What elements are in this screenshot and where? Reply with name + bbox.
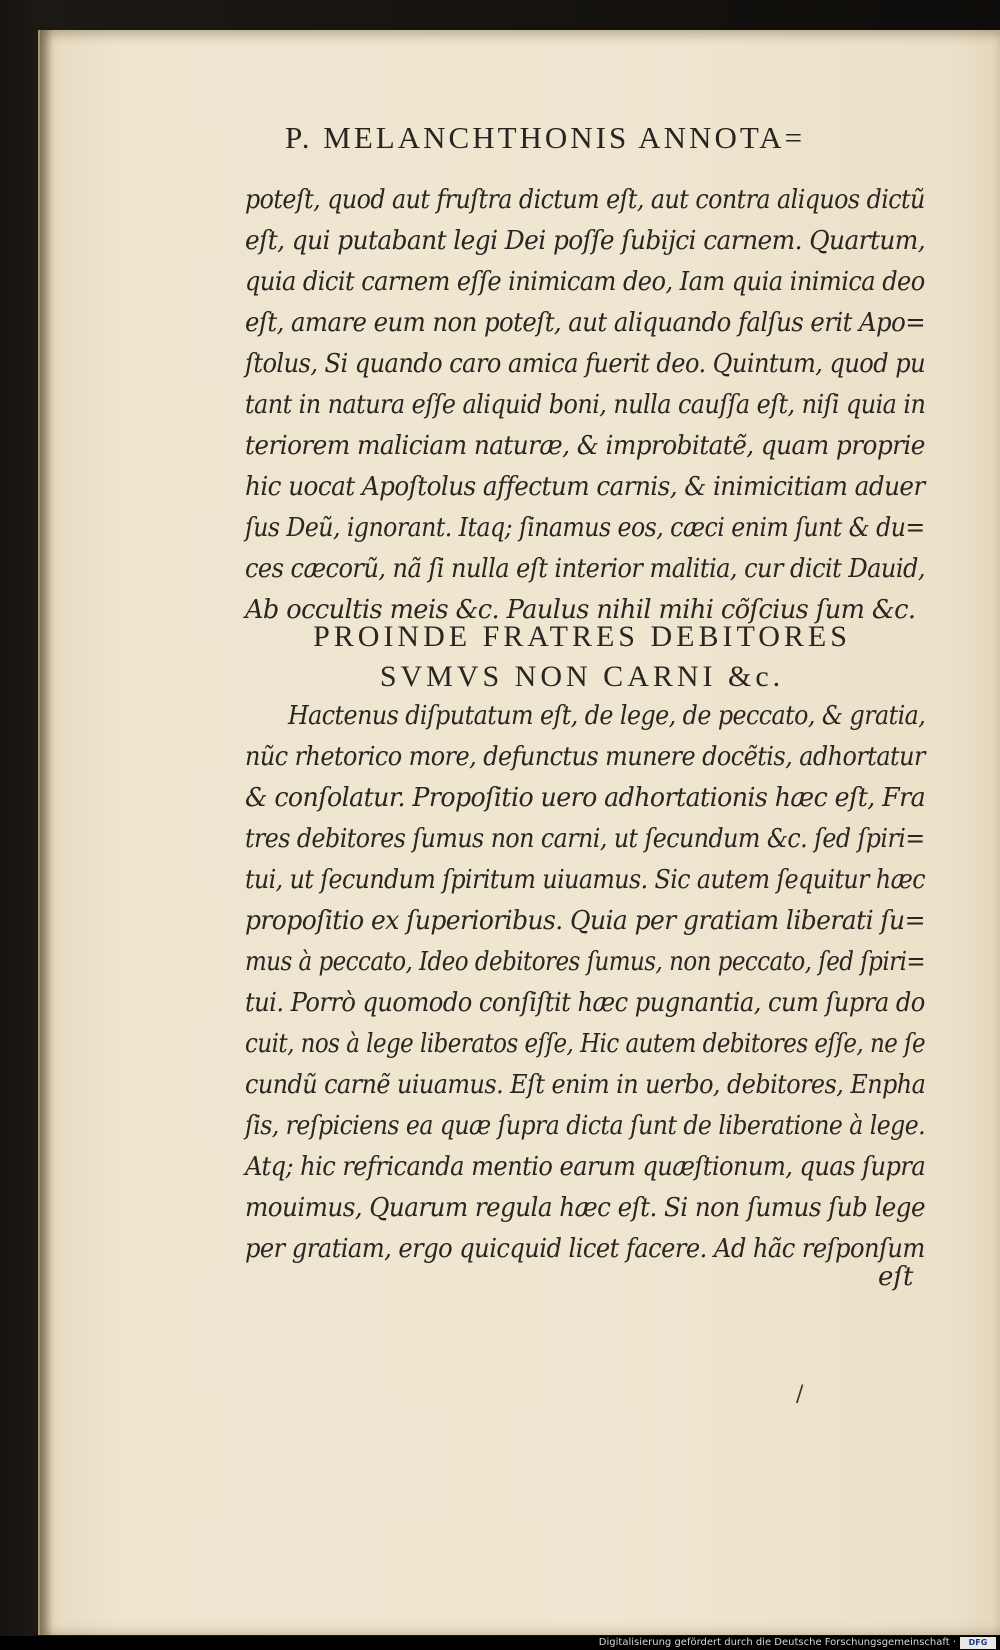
text-line: hic uocat Apoſtolus affectum carnis, & inimicitiam aduer [245, 472, 925, 502]
text-line: tui. Porrò quomodo conſiſtit hæc pugnantia, cum ſupra do [245, 988, 925, 1018]
text-line: ces cæcorũ, nã ſi nulla eſt interior malitia, cur dicit Dauid, [245, 554, 926, 584]
text-line: eſt, amare eum non poteſt, aut aliquando falſus erit Apo= [245, 308, 926, 338]
text-line: tant in natura eſſe aliquid boni, nulla cauſſa eſt, niſi quia in [245, 390, 926, 420]
heading-line: PROINDE FRATRES DEBITORES [313, 620, 851, 653]
text-line: Atq; hic refricanda mentio earum quæſtionum, quas ſupra [245, 1152, 926, 1182]
catchword: eſt [878, 1262, 914, 1292]
text-line: & conſolatur. Propoſitio uero adhortationis hæc eſt, Fra [245, 783, 926, 813]
margin-mark: / [796, 1382, 804, 1407]
text-line: cundũ carnẽ uiuamus. Eſt enim in uerbo, debitores, Enpha [245, 1070, 926, 1100]
text-line: propoſitio ex ſuperioribus. Quia per gratiam liberati ſu= [245, 906, 925, 936]
text-line: Hactenus diſputatum eſt, de lege, de peccato, & gratia, [288, 701, 926, 731]
text-line: mus à peccato, Ideo debitores ſumus, non peccato, ſed ſpiri= [245, 947, 926, 977]
text-line: tui, ut ſecundum ſpiritum uiuamus. Sic autem ſequitur hæc [245, 865, 925, 895]
text-line: quia dicit carnem eſſe inimicam deo, Iam quia inimica deo [245, 267, 925, 297]
footer-text: Digitalisierung gefördert durch die Deutsche Forschungsgemeinschaft · [598, 1637, 956, 1648]
text-line: cuit, nos à lege liberatos eſſe, Hic autem debitores eſſe, ne ſe [245, 1029, 926, 1059]
text-line: poteſt, quod aut fruſtra dictum eſt, aut contra aliquos dictũ [245, 185, 925, 215]
text-line: ſis, reſpiciens ea quæ ſupra dicta ſunt de liberatione à lege. [245, 1111, 926, 1141]
heading-line: SVMVS NON CARNI &c. [379, 660, 785, 693]
text-line: eſt, qui putabant legi Dei poſſe ſubijci carnem. Quartum, [245, 226, 926, 256]
text-line: nũc rhetorico more, defunctus munere docẽtis, adhortatur [245, 742, 925, 772]
running-head: P. MELANCHTHONIS ANNOTA= [285, 120, 806, 155]
text-line: Ab occultis meis &c. Paulus nihil mihi cõſcius ſum &c. [245, 595, 916, 625]
text-line: ſus Deũ, ignorant. Itaq; ſinamus eos, cæci enim ſunt & du= [245, 513, 925, 543]
text-line: per gratiam, ergo quicquid licet facere. Ad hãc reſponſum [245, 1234, 925, 1264]
text-line: tres debitores ſumus non carni, ut ſecundum &c. ſed ſpiri= [245, 824, 925, 854]
text-line: teriorem maliciam naturæ, & improbitatẽ, quam proprie [245, 431, 925, 461]
dfg-logo: DFG [960, 1637, 996, 1649]
text-line: ſtolus, Si quando caro amica fuerit deo. Quintum, quod pu [245, 349, 926, 379]
text-line: mouimus, Quarum regula hæc eſt. Si non ſumus ſub lege [245, 1193, 925, 1223]
